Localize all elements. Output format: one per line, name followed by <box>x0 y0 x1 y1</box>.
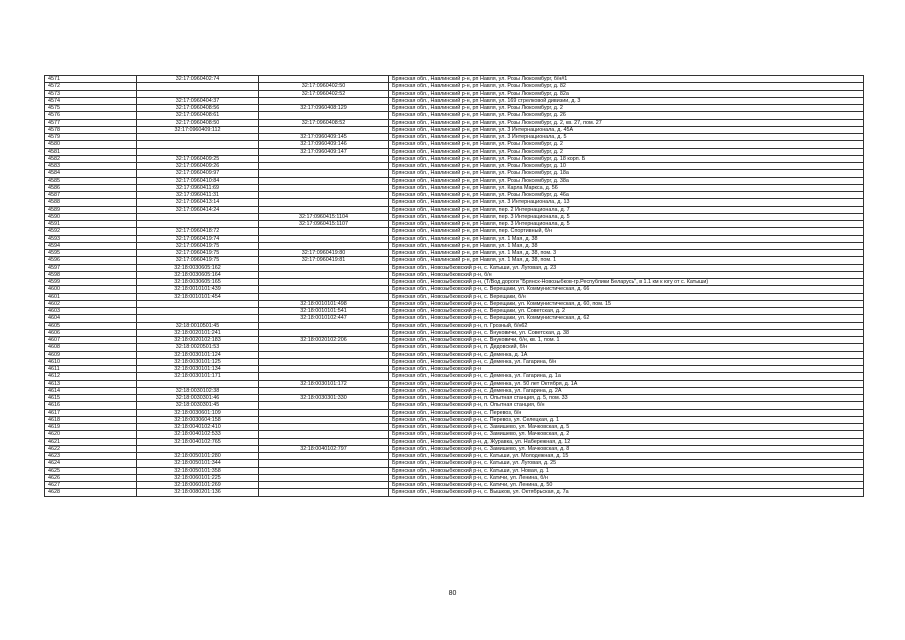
row-number-cell: 4622 <box>45 445 137 452</box>
row-number-cell: 4594 <box>45 242 137 249</box>
cadastral-number-cell <box>137 83 259 90</box>
related-cadastral-number-cell <box>259 206 389 213</box>
table-row <box>45 380 864 387</box>
related-cadastral-number-cell <box>259 329 389 336</box>
table-row <box>45 416 864 423</box>
table-row <box>45 395 864 402</box>
row-number-cell: 4628 <box>45 489 137 496</box>
row-number-cell: 4599 <box>45 279 137 286</box>
address-cell: Брянская обл., Новозыбковский р-н, с. Катичи, ул. Ленина, д. 50 <box>389 482 864 489</box>
address-cell: Брянская обл., Новозыбковский р-н, с. Катыши, ул. Луговая, д. 25 <box>389 460 864 467</box>
address-cell: Брянская обл., Навлинский р-н, рп Навля, ул. Розы Люксембург, д. 18 корп. Б <box>389 155 864 162</box>
table-row <box>45 387 864 394</box>
related-cadastral-number-cell <box>259 271 389 278</box>
row-number-cell: 4616 <box>45 402 137 409</box>
related-cadastral-number-cell: 32:17:0960419:81 <box>259 257 389 264</box>
related-cadastral-number-cell <box>259 438 389 445</box>
cadastral-number-cell: 32:17:0960419:75 <box>137 242 259 249</box>
row-number-cell: 4620 <box>45 431 137 438</box>
address-cell: Брянская обл., Новозыбковский р-н, с. Верещаки, ул. Советская, д. 2 <box>389 308 864 315</box>
address-cell: Брянская обл., Навлинский р-н, рп Навля, ул. Розы Люксембург, д. 46а <box>389 192 864 199</box>
address-cell: Брянская обл., Навлинский р-н, рп Навля, ул. 3 Интернационала, д. 5 <box>389 134 864 141</box>
cadastral-number-cell: 32:18:0030101:124 <box>137 351 259 358</box>
table-row <box>45 453 864 460</box>
row-number-cell: 4626 <box>45 474 137 481</box>
table-row <box>45 322 864 329</box>
table-row <box>45 97 864 104</box>
cadastral-number-cell: 32:18:0060101:225 <box>137 474 259 481</box>
cadastral-number-cell <box>137 148 259 155</box>
row-number-cell: 4577 <box>45 119 137 126</box>
address-cell: Брянская обл., Навлинский р-н, рп Навля, ул. Розы Люксембург, д. 2 <box>389 105 864 112</box>
related-cadastral-number-cell <box>259 264 389 271</box>
related-cadastral-number-cell: 32:17:0960409:146 <box>259 141 389 148</box>
cadastral-number-cell: 32:18:0040102:765 <box>137 438 259 445</box>
cadastral-number-cell: 32:17:0960409:97 <box>137 170 259 177</box>
row-number-cell: 4603 <box>45 308 137 315</box>
related-cadastral-number-cell <box>259 460 389 467</box>
table-row <box>45 308 864 315</box>
row-number-cell: 4623 <box>45 453 137 460</box>
table-row <box>45 337 864 344</box>
related-cadastral-number-cell <box>259 467 389 474</box>
related-cadastral-number-cell <box>259 322 389 329</box>
related-cadastral-number-cell <box>259 293 389 300</box>
cadastral-number-cell: 32:18:0020102:183 <box>137 337 259 344</box>
table-row <box>45 119 864 126</box>
cadastral-number-cell <box>137 213 259 220</box>
cadastral-number-cell: 32:18:0020101:241 <box>137 329 259 336</box>
row-number-cell: 4587 <box>45 192 137 199</box>
row-number-cell: 4571 <box>45 76 137 83</box>
related-cadastral-number-cell <box>259 344 389 351</box>
cadastral-number-cell: 32:17:0960418:72 <box>137 228 259 235</box>
address-cell: Брянская обл., Навлинский р-н, рп Навля, ул. 169 стрелковой дивизии, д. 3 <box>389 97 864 104</box>
table-row <box>45 235 864 242</box>
table-row <box>45 315 864 322</box>
table-row <box>45 351 864 358</box>
cadastral-number-cell: 32:17:0960419:75 <box>137 257 259 264</box>
row-number-cell: 4591 <box>45 221 137 228</box>
row-number-cell: 4573 <box>45 90 137 97</box>
row-number-cell: 4627 <box>45 482 137 489</box>
table-row <box>45 460 864 467</box>
address-cell: Брянская обл., Новозыбковский р-н, с. Деменка, ул. Гагарина, б/н <box>389 358 864 365</box>
related-cadastral-number-cell <box>259 286 389 293</box>
table-row <box>45 148 864 155</box>
table-row <box>45 373 864 380</box>
related-cadastral-number-cell <box>259 409 389 416</box>
row-number-cell: 4607 <box>45 337 137 344</box>
cadastral-number-cell: 32:18:0060101:269 <box>137 482 259 489</box>
table-row <box>45 112 864 119</box>
cadastral-number-cell: 32:17:0960414:24 <box>137 206 259 213</box>
table-row <box>45 445 864 452</box>
table-row <box>45 279 864 286</box>
cadastral-number-cell: 32:17:0960409:112 <box>137 126 259 133</box>
address-cell: Брянская обл., Навлинский р-н, рп Навля, ул. 1 Мая, д. 38, пом. 3 <box>389 250 864 257</box>
row-number-cell: 4606 <box>45 329 137 336</box>
table-row <box>45 105 864 112</box>
address-cell: Брянская обл., Новозыбковский р-н, д. Журавка, ул. Набережная, д. 12 <box>389 438 864 445</box>
cadastral-number-cell <box>137 445 259 452</box>
table-row <box>45 228 864 235</box>
register-table-body <box>45 76 864 497</box>
address-cell: Брянская обл., Новозыбковский р-н, с. Перевоз, б/н <box>389 409 864 416</box>
address-cell: Брянская обл., Навлинский р-н, рп Навля, пер. Спортивный, б/н <box>389 228 864 235</box>
related-cadastral-number-cell <box>259 184 389 191</box>
row-number-cell: 4585 <box>45 177 137 184</box>
row-number-cell: 4598 <box>45 271 137 278</box>
address-cell: Брянская обл., Новозыбковский р-н, с. Верещаки, ул. Коммунистическая, д. 66 <box>389 286 864 293</box>
address-cell: Брянская обл., Навлинский р-н, рп Навля, ул. Розы Люксембург, д. 10 <box>389 163 864 170</box>
address-cell: Брянская обл., Новозыбковский р-н, с. Замишево, ул. Мачковская, д. 8 <box>389 445 864 452</box>
row-number-cell: 4604 <box>45 315 137 322</box>
row-number-cell: 4624 <box>45 460 137 467</box>
table-row <box>45 482 864 489</box>
address-cell: Брянская обл., Новозыбковский р-н, с. Катыши, ул. Новая, д. 1 <box>389 467 864 474</box>
row-number-cell: 4609 <box>45 351 137 358</box>
address-cell: Брянская обл., Новозыбковский р-н, с. Деменка, ул. 50 лет Октября, д. 1А <box>389 380 864 387</box>
row-number-cell: 4601 <box>45 293 137 300</box>
cadastral-number-cell: 32:17:0960404:37 <box>137 97 259 104</box>
address-cell: Брянская обл., Навлинский р-н, рп Навля, ул. Розы Люксембург, д. 18а <box>389 170 864 177</box>
cadastral-number-cell: 32:18:0030605:165 <box>137 279 259 286</box>
row-number-cell: 4586 <box>45 184 137 191</box>
cadastral-number-cell <box>137 134 259 141</box>
address-cell: Брянская обл., Новозыбковский р-н, с. Верещаки, ул. Коммунистическая, д. 62 <box>389 315 864 322</box>
address-cell: Брянская обл., Новозыбковский р-н, с. Внуковичи, б/н, кв. 1, пом. 1 <box>389 337 864 344</box>
address-cell: Брянская обл., Новозыбковский р-н, (Т/Вод дороги "Брянск-Новозыбков-гр.Республики Беларусь", в 1.1 км к югу от с. Катыши) <box>389 279 864 286</box>
table-row <box>45 358 864 365</box>
address-cell: Брянская обл., Новозыбковский р-н, п. Дедовский, б/н <box>389 344 864 351</box>
cadastral-number-cell <box>137 315 259 322</box>
related-cadastral-number-cell: 32:18:0010102:447 <box>259 315 389 322</box>
table-row <box>45 402 864 409</box>
table-row <box>45 257 864 264</box>
related-cadastral-number-cell <box>259 235 389 242</box>
address-cell: Брянская обл., Навлинский р-н, рп Навля, ул. Розы Люксембург, д. 82 <box>389 83 864 90</box>
row-number-cell: 4611 <box>45 366 137 373</box>
address-cell: Брянская обл., Новозыбковский р-н, с. Катыши, ул. Молодежная, д. 15 <box>389 453 864 460</box>
table-row <box>45 329 864 336</box>
related-cadastral-number-cell <box>259 489 389 496</box>
table-row <box>45 424 864 431</box>
related-cadastral-number-cell <box>259 170 389 177</box>
address-cell: Брянская обл., Навлинский р-н, рп Навля, пер. 3 Интернационала, д. 5 <box>389 213 864 220</box>
cadastral-number-cell: 32:18:0030101:134 <box>137 366 259 373</box>
address-cell: Брянская обл., Новозыбковский р-н, п. Грозный, б/н62 <box>389 322 864 329</box>
cadastral-number-cell: 32:17:0960409:26 <box>137 163 259 170</box>
row-number-cell: 4595 <box>45 250 137 257</box>
table-row <box>45 409 864 416</box>
related-cadastral-number-cell <box>259 431 389 438</box>
cadastral-number-cell: 32:17:0960410:84 <box>137 177 259 184</box>
cadastral-number-cell: 32:17:0960408:50 <box>137 119 259 126</box>
cadastral-number-cell: 32:18:0030101:171 <box>137 373 259 380</box>
related-cadastral-number-cell: 32:18:0010101:541 <box>259 308 389 315</box>
address-cell: Брянская обл., Новозыбковский р-н, с. Верещаки, ул. Коммунистическая, д. 60, пом. 15 <box>389 300 864 307</box>
related-cadastral-number-cell <box>259 155 389 162</box>
cadastral-number-cell: 32:17:0960413:14 <box>137 199 259 206</box>
row-number-cell: 4579 <box>45 134 137 141</box>
related-cadastral-number-cell <box>259 199 389 206</box>
table-row <box>45 90 864 97</box>
related-cadastral-number-cell <box>259 366 389 373</box>
address-cell: Брянская обл., Навлинский р-н, рп Навля, ул. 3 Интернационала, д. 13 <box>389 199 864 206</box>
cadastral-number-cell: 32:18:0030604:158 <box>137 416 259 423</box>
cadastral-number-cell: 32:17:0960419:75 <box>137 250 259 257</box>
table-row <box>45 366 864 373</box>
table-row <box>45 192 864 199</box>
address-cell: Брянская обл., Новозыбковский р-н, п. Опытная станция, д. 5, пом. 33 <box>389 395 864 402</box>
address-cell: Брянская обл., Новозыбковский р-н, с. Вышков, ул. Октябрьская, д. 7а <box>389 489 864 496</box>
table-row <box>45 344 864 351</box>
address-cell: Брянская обл., Новозыбковский р-н, с. Деменка, ул. Гагарина, д. 2А <box>389 387 864 394</box>
table-row <box>45 300 864 307</box>
address-cell: Брянская обл., Новозыбковский р-н <box>389 366 864 373</box>
related-cadastral-number-cell: 32:18:0030101:172 <box>259 380 389 387</box>
related-cadastral-number-cell: 32:18:0030301:330 <box>259 395 389 402</box>
address-cell: Брянская обл., Новозыбковский р-н, с. Катыши, ул. Луговая, д. 23 <box>389 264 864 271</box>
cadastral-number-cell: 32:18:0080201:136 <box>137 489 259 496</box>
cadastral-number-cell: 32:18:0040102:410 <box>137 424 259 431</box>
cadastral-number-cell: 32:18:0030601:109 <box>137 409 259 416</box>
cadastral-number-cell: 32:18:0040102:533 <box>137 431 259 438</box>
address-cell: Брянская обл., Новозыбковский р-н, с. Перевоз, ул. Селецкая, д. 1 <box>389 416 864 423</box>
related-cadastral-number-cell: 32:17:0960415:1104 <box>259 213 389 220</box>
related-cadastral-number-cell <box>259 242 389 249</box>
cadastral-number-cell: 32:18:0050101:344 <box>137 460 259 467</box>
related-cadastral-number-cell: 32:18:0020102:206 <box>259 337 389 344</box>
address-cell: Брянская обл., Новозыбковский р-н, с. Деменка, д. 1А <box>389 351 864 358</box>
address-cell: Брянская обл., Навлинский р-н, рп Навля, ул. Розы Люксембург, д. 2, кв. 27, пом. 27 <box>389 119 864 126</box>
cadastral-number-cell: 32:18:0010501:45 <box>137 322 259 329</box>
address-cell: Брянская обл., Навлинский р-н, рп Навля, ул. 1 Мая, д. 38, пом. 1 <box>389 257 864 264</box>
address-cell: Брянская обл., Навлинский р-н, рп Навля, ул. Розы Люксембург, д. 26 <box>389 112 864 119</box>
cadastral-number-cell: 32:17:0960408:61 <box>137 112 259 119</box>
row-number-cell: 4583 <box>45 163 137 170</box>
cadastral-number-cell: 32:18:0010101:454 <box>137 293 259 300</box>
address-cell: Брянская обл., Навлинский р-н, рп Навля, ул. Розы Люксембург, д. 38а <box>389 177 864 184</box>
address-cell: Брянская обл., Новозыбковский р-н, с. Верещаки, б/н <box>389 293 864 300</box>
row-number-cell: 4588 <box>45 199 137 206</box>
table-row <box>45 474 864 481</box>
address-cell: Брянская обл., Навлинский р-н, рп Навля, ул. Розы Люксембург, д. 2 <box>389 148 864 155</box>
table-row <box>45 177 864 184</box>
row-number-cell: 4593 <box>45 235 137 242</box>
address-cell: Брянская обл., Навлинский р-н, рп Навля, ул. 3 Интернационала, д. 45А <box>389 126 864 133</box>
cadastral-number-cell: 32:17:0960419:74 <box>137 235 259 242</box>
table-row <box>45 83 864 90</box>
related-cadastral-number-cell <box>259 474 389 481</box>
row-number-cell: 4581 <box>45 148 137 155</box>
related-cadastral-number-cell <box>259 163 389 170</box>
row-number-cell: 4600 <box>45 286 137 293</box>
row-number-cell: 4597 <box>45 264 137 271</box>
row-number-cell: 4575 <box>45 105 137 112</box>
row-number-cell: 4572 <box>45 83 137 90</box>
address-cell: Брянская обл., Навлинский р-н, рп Навля, ул. 1 Мая, д. 38 <box>389 235 864 242</box>
address-cell: Брянская обл., Новозыбковский р-н, с. Деменка, ул. Гагарина, д. 1а <box>389 373 864 380</box>
row-number-cell: 4574 <box>45 97 137 104</box>
cadastral-number-cell: 32:17:0960411:69 <box>137 184 259 191</box>
table-row <box>45 213 864 220</box>
related-cadastral-number-cell: 32:17:0960419:80 <box>259 250 389 257</box>
related-cadastral-number-cell: 32:18:0040102:797 <box>259 445 389 452</box>
related-cadastral-number-cell <box>259 112 389 119</box>
row-number-cell: 4584 <box>45 170 137 177</box>
table-row <box>45 431 864 438</box>
table-row <box>45 163 864 170</box>
register-table-container <box>44 75 863 497</box>
cadastral-number-cell: 32:18:0010101:439 <box>137 286 259 293</box>
table-row <box>45 206 864 213</box>
related-cadastral-number-cell <box>259 228 389 235</box>
table-row <box>45 242 864 249</box>
cadastral-number-cell: 32:18:0050101:358 <box>137 467 259 474</box>
table-row <box>45 170 864 177</box>
address-cell: Брянская обл., Навлинский р-н, рп Навля, ул. 1 Мая, д. 38 <box>389 242 864 249</box>
address-cell: Брянская обл., Навлинский р-н, рп Навля, ул. Розы Люксембург, д. 2 <box>389 141 864 148</box>
table-row <box>45 250 864 257</box>
table-row <box>45 199 864 206</box>
related-cadastral-number-cell: 32:17:0960408:129 <box>259 105 389 112</box>
related-cadastral-number-cell: 32:17:0960409:145 <box>259 134 389 141</box>
related-cadastral-number-cell <box>259 373 389 380</box>
table-row <box>45 184 864 191</box>
table-row <box>45 286 864 293</box>
cadastral-number-cell <box>137 221 259 228</box>
row-number-cell: 4618 <box>45 416 137 423</box>
related-cadastral-number-cell <box>259 192 389 199</box>
address-cell: Брянская обл., Новозыбковский р-н, б/н <box>389 271 864 278</box>
related-cadastral-number-cell <box>259 177 389 184</box>
related-cadastral-number-cell <box>259 97 389 104</box>
related-cadastral-number-cell <box>259 424 389 431</box>
related-cadastral-number-cell <box>259 402 389 409</box>
related-cadastral-number-cell <box>259 76 389 83</box>
related-cadastral-number-cell: 32:17:0960408:52 <box>259 119 389 126</box>
address-cell: Брянская обл., Новозыбковский р-н, с. Замишево, ул. Мачковская, д. 2 <box>389 431 864 438</box>
cadastral-number-cell: 32:18:0030301:46 <box>137 395 259 402</box>
page-number: 80 <box>448 590 457 597</box>
cadastral-number-cell <box>137 380 259 387</box>
cadastral-number-cell <box>137 300 259 307</box>
address-cell: Брянская обл., Навлинский р-н, рп Навля, ул. Розы Люксембург, б/н#1 <box>389 76 864 83</box>
table-row <box>45 467 864 474</box>
row-number-cell: 4590 <box>45 213 137 220</box>
table-row <box>45 221 864 228</box>
table-row <box>45 489 864 496</box>
row-number-cell: 4614 <box>45 387 137 394</box>
related-cadastral-number-cell: 32:18:0010101:498 <box>259 300 389 307</box>
address-cell: Брянская обл., Новозыбковский р-н, с. Катичи, ул. Ленина, б/н <box>389 474 864 481</box>
table-row <box>45 126 864 133</box>
cadastral-number-cell: 32:17:0960408:56 <box>137 105 259 112</box>
table-row <box>45 76 864 83</box>
related-cadastral-number-cell: 32:17:0960415:1107 <box>259 221 389 228</box>
cadastral-number-cell: 32:18:0030605:164 <box>137 271 259 278</box>
row-number-cell: 4602 <box>45 300 137 307</box>
row-number-cell: 4589 <box>45 206 137 213</box>
address-cell: Брянская обл., Навлинский р-н, рп Навля, ул. Карла Маркса, д. 56 <box>389 184 864 191</box>
row-number-cell: 4580 <box>45 141 137 148</box>
related-cadastral-number-cell: 32:17:0960402:52 <box>259 90 389 97</box>
cadastral-number-cell <box>137 308 259 315</box>
row-number-cell: 4576 <box>45 112 137 119</box>
row-number-cell: 4608 <box>45 344 137 351</box>
address-cell: Брянская обл., Навлинский р-н, рп Навля, пер. 2 Интернационала, д. 7 <box>389 206 864 213</box>
cadastral-number-cell <box>137 141 259 148</box>
related-cadastral-number-cell: 32:17:0960409:147 <box>259 148 389 155</box>
address-cell: Брянская обл., Навлинский р-н, рп Навля, ул. Розы Люксембург, д. 82а <box>389 90 864 97</box>
cadastral-number-cell: 32:17:0960409:25 <box>137 155 259 162</box>
row-number-cell: 4613 <box>45 380 137 387</box>
table-row <box>45 264 864 271</box>
row-number-cell: 4621 <box>45 438 137 445</box>
row-number-cell: 4578 <box>45 126 137 133</box>
cadastral-number-cell: 32:18:0050101:280 <box>137 453 259 460</box>
cadastral-number-cell: 32:18:0030301:45 <box>137 402 259 409</box>
cadastral-number-cell: 32:18:0030605:162 <box>137 264 259 271</box>
row-number-cell: 4617 <box>45 409 137 416</box>
table-row <box>45 155 864 162</box>
address-cell: Брянская обл., Новозыбковский р-н, п. Опытная станция, б/н <box>389 402 864 409</box>
register-table <box>44 75 864 497</box>
row-number-cell: 4605 <box>45 322 137 329</box>
row-number-cell: 4592 <box>45 228 137 235</box>
row-number-cell: 4625 <box>45 467 137 474</box>
cadastral-number-cell: 32:18:0030102:38 <box>137 387 259 394</box>
table-row <box>45 438 864 445</box>
row-number-cell: 4619 <box>45 424 137 431</box>
table-row <box>45 271 864 278</box>
related-cadastral-number-cell <box>259 387 389 394</box>
cadastral-number-cell: 32:17:0960411:31 <box>137 192 259 199</box>
table-row <box>45 134 864 141</box>
address-cell: Брянская обл., Новозыбковский р-н, с. Замишево, ул. Мачковская, д. 5 <box>389 424 864 431</box>
address-cell: Брянская обл., Новозыбковский р-н, с. Внуковичи, ул. Советская, д. 38 <box>389 329 864 336</box>
related-cadastral-number-cell <box>259 453 389 460</box>
row-number-cell: 4596 <box>45 257 137 264</box>
related-cadastral-number-cell <box>259 126 389 133</box>
cadastral-number-cell: 32:18:0030101:125 <box>137 358 259 365</box>
related-cadastral-number-cell <box>259 416 389 423</box>
cadastral-number-cell <box>137 90 259 97</box>
table-row <box>45 293 864 300</box>
row-number-cell: 4610 <box>45 358 137 365</box>
related-cadastral-number-cell: 32:17:0960402:50 <box>259 83 389 90</box>
row-number-cell: 4582 <box>45 155 137 162</box>
table-row <box>45 141 864 148</box>
row-number-cell: 4612 <box>45 373 137 380</box>
related-cadastral-number-cell <box>259 351 389 358</box>
cadastral-number-cell: 32:18:0020501:53 <box>137 344 259 351</box>
address-cell: Брянская обл., Навлинский р-н, рп Навля, пер. 3 Интернационала, д. 5 <box>389 221 864 228</box>
related-cadastral-number-cell <box>259 482 389 489</box>
related-cadastral-number-cell <box>259 279 389 286</box>
row-number-cell: 4615 <box>45 395 137 402</box>
cadastral-number-cell: 32:17:0960402:74 <box>137 76 259 83</box>
related-cadastral-number-cell <box>259 358 389 365</box>
